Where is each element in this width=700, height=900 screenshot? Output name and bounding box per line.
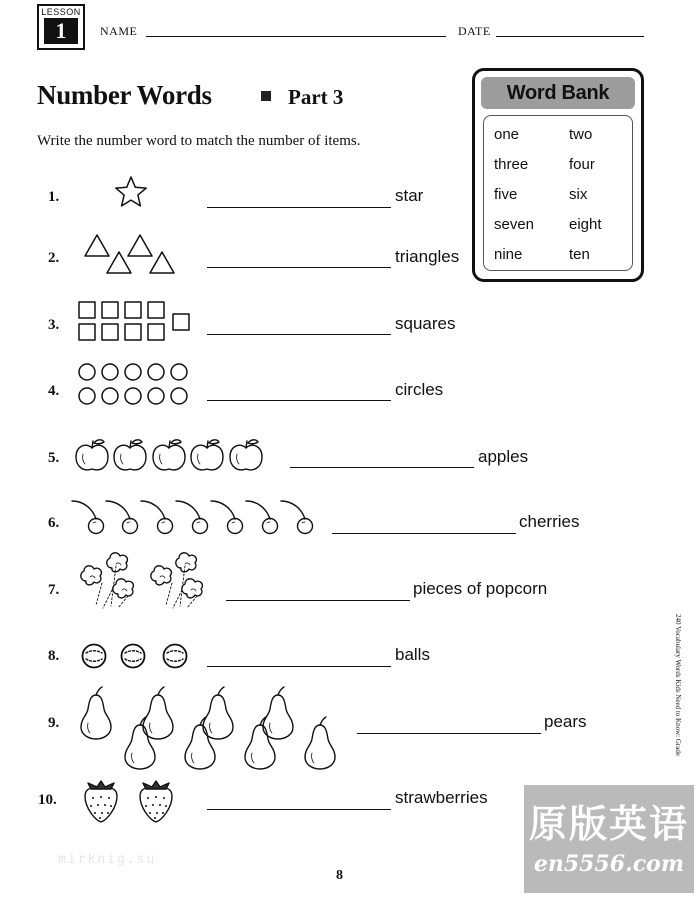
triangle-icon-group — [85, 235, 174, 273]
question-number: 4. — [48, 383, 60, 399]
question-number: 8. — [48, 648, 60, 664]
item-noun: squares — [395, 314, 456, 333]
part-label: Part 3 — [288, 85, 344, 109]
star-icon — [116, 177, 146, 206]
name-label: NAME — [100, 24, 138, 38]
question-number: 1. — [48, 189, 60, 205]
watermark-url: en5556.com — [533, 851, 685, 877]
word-bank-word: two — [569, 126, 593, 143]
lesson-label: LESSON — [41, 7, 81, 17]
item-noun: circles — [395, 380, 444, 399]
question-number: 5. — [48, 450, 60, 466]
circle-icon-group — [79, 364, 187, 404]
item-noun: star — [395, 186, 424, 205]
page-title: Number Words — [37, 80, 212, 110]
popcorn-icon-group — [81, 553, 203, 608]
word-bank-word: six — [569, 186, 588, 203]
item-noun: balls — [395, 645, 430, 664]
question-number: 6. — [48, 515, 60, 531]
strawberry-icon-group — [85, 781, 172, 822]
cherry-icon-group — [72, 501, 313, 534]
question-number: 9. — [48, 715, 60, 731]
word-bank-word: ten — [569, 246, 590, 263]
pear-icon-group — [81, 687, 335, 769]
word-bank-word: three — [494, 156, 529, 173]
side-caption: 240 Vocabulary Words Kids Need to Know: Grade — [674, 614, 682, 756]
item-noun: strawberries — [395, 788, 488, 807]
watermark-chinese: 原版英语 — [528, 802, 689, 846]
word-bank-word: four — [569, 156, 595, 173]
date-label: DATE — [458, 24, 491, 38]
word-bank-word: nine — [494, 246, 523, 263]
apple-icon-group — [76, 440, 262, 470]
square-icon-group — [79, 302, 189, 340]
item-noun: pieces of popcorn — [413, 579, 548, 598]
word-bank-title: Word Bank — [481, 77, 635, 109]
footer-text: mirknig.su — [58, 852, 157, 867]
word-bank-word: five — [494, 186, 518, 203]
item-noun: pears — [544, 712, 587, 731]
watermark — [524, 785, 694, 893]
item-noun: triangles — [395, 247, 460, 266]
question-number: 7. — [48, 582, 60, 598]
item-noun: apples — [478, 447, 529, 466]
question-number: 2. — [48, 250, 60, 266]
instruction-text: Write the number word to match the number of items. — [37, 133, 361, 149]
item-noun: cherries — [519, 512, 580, 531]
ball-icon-group — [83, 645, 187, 668]
question-number: 3. — [48, 317, 60, 333]
word-bank-word: one — [494, 126, 520, 143]
page-number: 8 — [336, 868, 343, 883]
lesson-number: 1 — [44, 18, 78, 44]
question-number: 10. — [38, 792, 57, 808]
word-bank-word: eight — [569, 216, 602, 233]
word-bank-word: seven — [494, 216, 535, 233]
